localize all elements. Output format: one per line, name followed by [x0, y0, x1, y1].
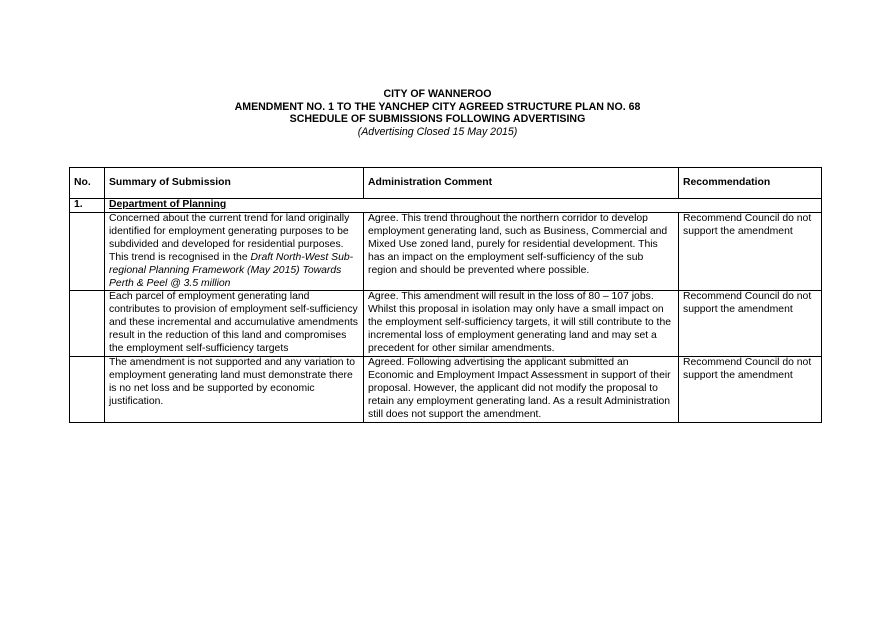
recommendation-cell: Recommend Council do not support the amendment — [679, 291, 822, 357]
table-row — [70, 291, 822, 357]
section-number: 1. — [70, 199, 105, 213]
summary-cell: The amendment is not supported and any variation to employment generating land must demonstrate there is no net loss and be supported by economic justification. — [105, 356, 364, 422]
comment-cell: Agree. This trend throughout the northern corridor to develop employment generating land, such as Business, Commercial and Mixed Use zoned land, purely for residential development. This has an impact on the employment self-sufficiency of the sub region and should be prevented where possible. — [364, 213, 679, 291]
recommendation-cell: Recommend Council do not support the amendment — [679, 213, 822, 291]
table-row — [70, 356, 822, 422]
document-header — [0, 88, 875, 138]
recommendation-cell: Recommend Council do not support the amendment — [679, 356, 822, 422]
summary-text: Concerned about the current trend for land originally identified for employment generating purposes to be subdivided and developed for residential purposes. This trend is recognised in the — [109, 213, 350, 263]
column-header-summary: Summary of Submission — [105, 168, 364, 199]
comment-cell: Agree. This amendment will result in the loss of 80 – 107 jobs. Whilst this proposal in isolation may only have a small impact on the employment self-sufficiency targets, it will still contribute to the incremental loss of employment generating land and may set a precedent for other similar amendments. — [364, 291, 679, 357]
submissions-table — [69, 167, 822, 423]
header-amendment-title: AMENDMENT NO. 1 TO THE YANCHEP CITY AGREED STRUCTURE PLAN NO. 68 — [234, 100, 641, 113]
header-organisation: CITY OF WANNEROO — [383, 88, 492, 100]
column-header-comment: Administration Comment — [364, 168, 679, 199]
table-header-row — [70, 168, 822, 199]
header-schedule-title: SCHEDULE OF SUBMISSIONS FOLLOWING ADVERTISING — [289, 113, 586, 125]
table-row — [70, 213, 822, 291]
header-advertising-note: (Advertising Closed 15 May 2015) — [357, 125, 518, 138]
comment-cell: Agreed. Following advertising the applicant submitted an Economic and Employment Impact Assessment in support of their proposal. However, the applicant did not modify the proposal to retain any employment generating land. As a result Administration still does not support the amendment. — [364, 356, 679, 422]
row-number-cell — [70, 356, 105, 422]
column-header-no: No. — [70, 168, 105, 199]
summary-italic-text: Draft North-West Sub-regional Planning Framework (May 2015) Towards Perth & Peel @ 3.5 million — [109, 251, 354, 289]
row-number-cell — [70, 291, 105, 357]
section-row — [70, 199, 822, 213]
row-number-cell — [70, 213, 105, 291]
column-header-recommendation: Recommendation — [679, 168, 822, 199]
summary-cell: Each parcel of employment generating land contributes to provision of employment self-sufficiency and these incremental and accumulative amendments result in the reduction of this land and compromises the employment self-sufficiency targets — [105, 291, 364, 357]
summary-cell — [105, 213, 364, 291]
section-title: Department of Planning — [105, 199, 822, 213]
